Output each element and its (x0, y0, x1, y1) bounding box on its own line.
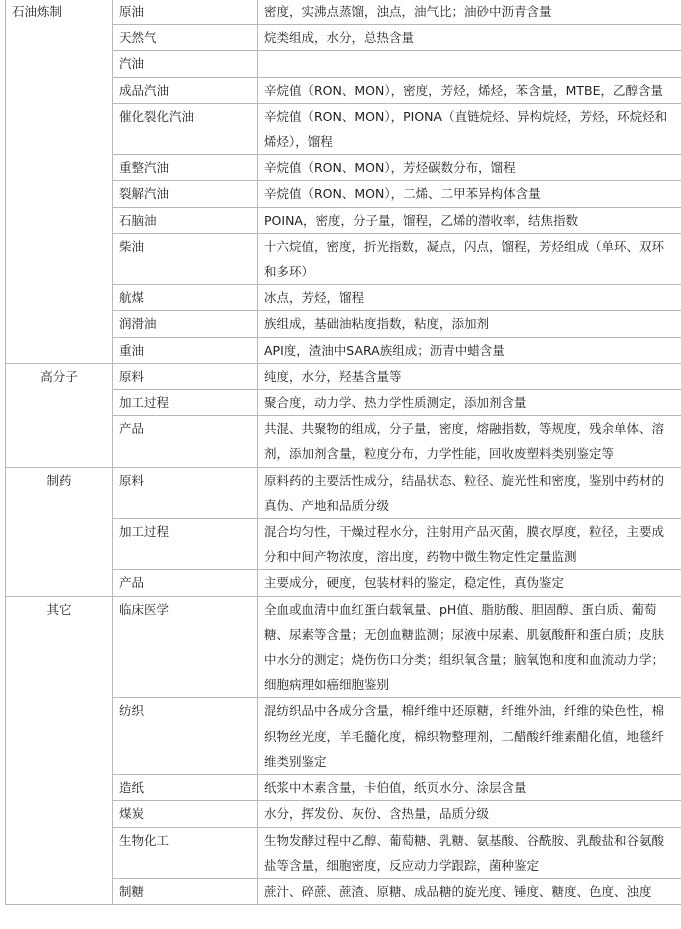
application-table (5, 0, 681, 905)
category-cell: 其它 (6, 596, 113, 904)
item-cell: 产品 (113, 570, 258, 596)
item-cell: 煤炭 (113, 801, 258, 827)
description-cell: 辛烷值（RON、MON），二烯、二甲苯异构体含量 (258, 181, 681, 207)
item-cell: 重整汽油 (113, 155, 258, 181)
description-cell: 纸浆中木素含量，卡伯值，纸页水分、涂层含量 (258, 775, 681, 801)
description-cell: 混纺织品中各成分含量，棉纤维中还原糖，纤维外油，纤维的染色性，棉织物丝光度，羊毛髓化度，棉织物整理剂，二醋酸纤维素醋化值，地毯纤维类别鉴定 (258, 698, 681, 775)
description-cell: 主要成分，硬度，包装材料的鉴定，稳定性，真伪鉴定 (258, 570, 681, 596)
description-cell: 冰点，芳烃，馏程 (258, 285, 681, 311)
description-cell: 原料药的主要活性成分，结晶状态、粒径、旋光性和密度，鉴别中药材的真伪、产地和品质分级 (258, 467, 681, 518)
description-cell: 辛烷值（RON、MON），密度，芳烃，烯烃，苯含量，MTBE，乙醇含量 (258, 77, 681, 103)
item-cell: 重油 (113, 337, 258, 363)
item-cell: 制糖 (113, 878, 258, 904)
table-body (6, 0, 681, 905)
table-row (6, 363, 681, 389)
item-cell: 成品汽油 (113, 77, 258, 103)
description-cell: 密度，实沸点蒸馏，浊点，油气比；油砂中沥青含量 (258, 0, 681, 25)
item-cell: 汽油 (113, 51, 258, 77)
item-cell: 产品 (113, 416, 258, 467)
description-cell: 族组成，基础油粘度指数，粘度，添加剂 (258, 311, 681, 337)
table-row (6, 596, 681, 698)
item-cell: 石脑油 (113, 207, 258, 233)
description-cell: 纯度，水分，羟基含量等 (258, 363, 681, 389)
item-cell: 临床医学 (113, 596, 258, 698)
description-cell (258, 51, 681, 77)
description-cell: 混合均匀性，干燥过程水分，注射用产品灭菌，膜衣厚度，粒径，主要成分和中间产物浓度，溶出度，药物中微生物定性定量监测 (258, 519, 681, 570)
item-cell: 催化裂化汽油 (113, 103, 258, 154)
category-cell: 制药 (6, 467, 113, 596)
item-cell: 航煤 (113, 285, 258, 311)
item-cell: 造纸 (113, 775, 258, 801)
description-cell: 烷类组成，水分，总热含量 (258, 25, 681, 51)
description-cell: 辛烷值（RON、MON），芳烃碳数分布，馏程 (258, 155, 681, 181)
item-cell: 裂解汽油 (113, 181, 258, 207)
description-cell: 聚合度，动力学、热力学性质测定，添加剂含量 (258, 390, 681, 416)
item-cell: 纺织 (113, 698, 258, 775)
item-cell: 加工过程 (113, 519, 258, 570)
category-cell: 高分子 (6, 363, 113, 467)
item-cell: 天然气 (113, 25, 258, 51)
table-row (6, 0, 681, 25)
description-cell: 水分，挥发份、灰份、含热量，品质分级 (258, 801, 681, 827)
description-cell: API度，渣油中SARA族组成；沥青中蜡含量 (258, 337, 681, 363)
item-cell: 加工过程 (113, 390, 258, 416)
item-cell: 原油 (113, 0, 258, 25)
item-cell: 原料 (113, 467, 258, 518)
description-cell: 共混、共聚物的组成，分子量，密度，熔融指数，等规度，残余单体、溶剂，添加剂含量，粒度分布，力学性能，回收废塑料类别鉴定等 (258, 416, 681, 467)
item-cell: 生物化工 (113, 827, 258, 878)
table-row (6, 467, 681, 518)
description-cell: POINA，密度，分子量，馏程，乙烯的潜收率，结焦指数 (258, 207, 681, 233)
item-cell: 原料 (113, 363, 258, 389)
description-cell: 蔗汁、碎蔗、蔗渣、原糖、成品糖的旋光度、锤度、糖度、色度、浊度 (258, 878, 681, 904)
category-cell: 石油炼制 (6, 0, 113, 363)
item-cell: 润滑油 (113, 311, 258, 337)
description-cell: 十六烷值，密度，折光指数，凝点，闪点，馏程，芳烃组成（单环、双环和多环） (258, 233, 681, 284)
description-cell: 生物发酵过程中乙醇、葡萄糖、乳糖、氨基酸、谷酰胺、乳酸盐和谷氨酸盐等含量，细胞密度，反应动力学跟踪，菌种鉴定 (258, 827, 681, 878)
description-cell: 辛烷值（RON、MON），PIONA（直链烷烃、异构烷烃，芳烃，环烷烃和烯烃），馏程 (258, 103, 681, 154)
description-cell: 全血或血清中血红蛋白载氧量、pH值、脂肪酸、胆固醇、蛋白质、葡萄糖、尿素等含量；无创血糖监测；尿液中尿素、肌氨酸酐和蛋白质；皮肤中水分的测定；烧伤伤口分类；组织氧含量；脑氧饱和度和血流动力学；细胞病理如癌细胞鉴别 (258, 596, 681, 698)
item-cell: 柴油 (113, 233, 258, 284)
